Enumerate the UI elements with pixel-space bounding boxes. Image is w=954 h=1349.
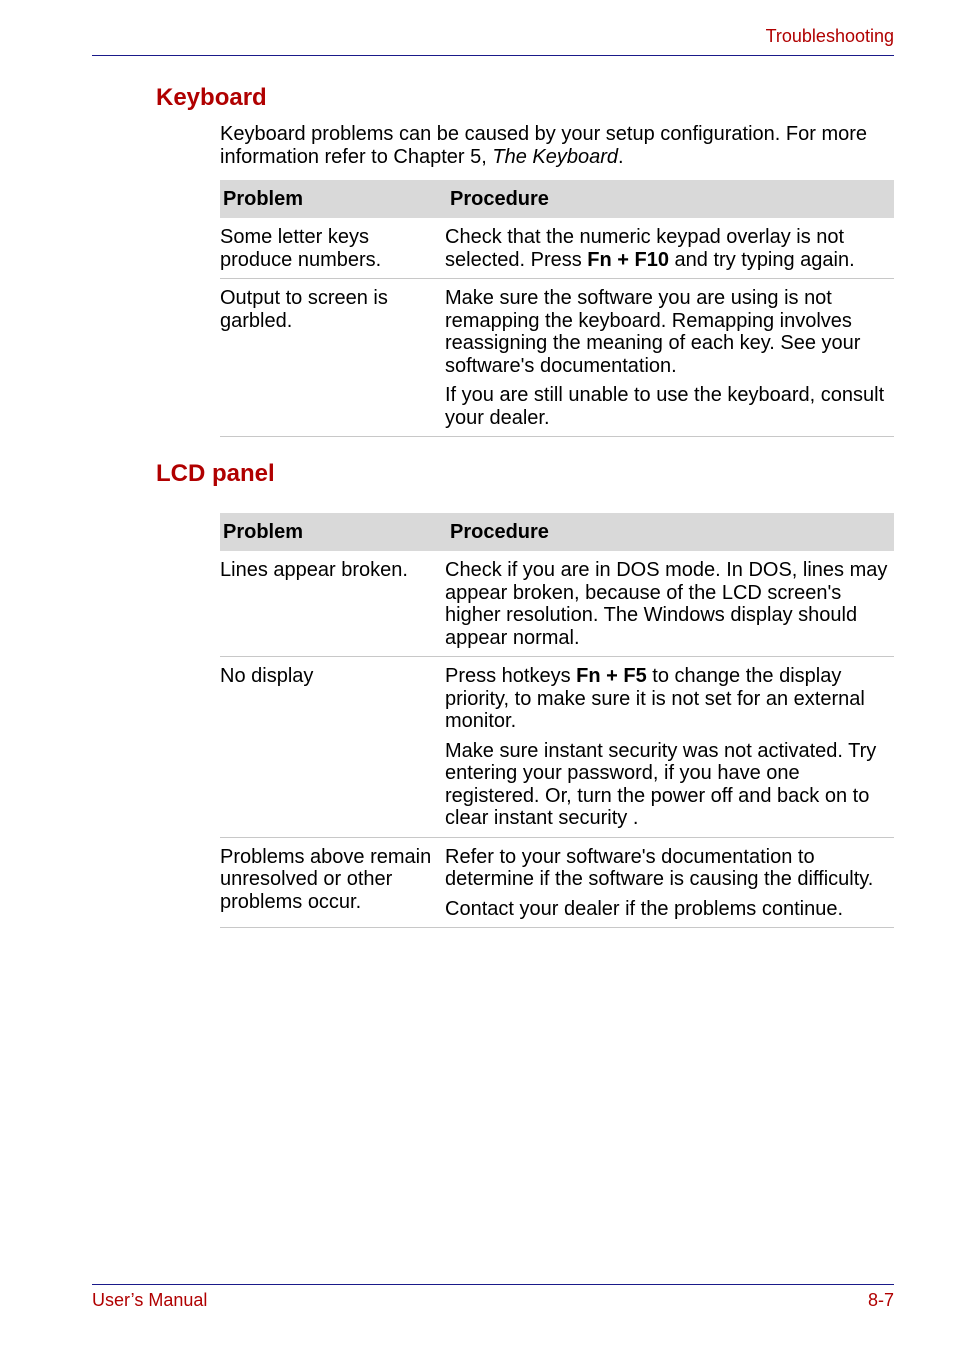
procedure-cell: Refer to your software's documentation to determine if the software is causing the difficulty. Contact your dealer if the problems continue. (445, 837, 894, 928)
column-header-problem: Problem (220, 513, 445, 551)
header-rule (92, 55, 894, 56)
column-header-procedure: Procedure (445, 513, 894, 551)
problem-cell: Lines appear broken. (220, 551, 445, 657)
problem-cell: Some letter keys produce numbers. (220, 218, 445, 279)
keyboard-table (220, 180, 894, 437)
hotkey: Fn + F10 (587, 248, 669, 271)
problem-cell: Output to screen is garbled. (220, 279, 445, 437)
procedure-cell: Make sure the software you are using is not remapping the keyboard. Remapping involves reassigning the meaning of each key. See your software's documentation. If you are still unable to use the keyboard, consult your dealer. (445, 279, 894, 437)
column-header-problem: Problem (220, 180, 445, 218)
table-row (220, 279, 894, 437)
page-number: 8-7 (867, 1290, 894, 1310)
procedure-cell: Check that the numeric keypad overlay is not selected. Press Fn + F10 and try typing again. (445, 218, 894, 279)
keyboard-intro: Keyboard problems can be caused by your setup configuration. For more information refer to Chapter 5, The Keyboard. (220, 123, 868, 168)
problem-cell: No display (220, 657, 445, 838)
hotkey: Fn + F5 (576, 665, 647, 687)
lcd-panel-heading: LCD panel (156, 460, 275, 487)
problem-cell: Problems above remain unresolved or other problems occur. (220, 837, 445, 928)
lcd-panel-table (220, 513, 894, 928)
running-header: Troubleshooting (765, 26, 894, 46)
procedure-cell: Check if you are in DOS mode. In DOS, lines may appear broken, because of the LCD screen's higher resolution. The Windows display should appear normal. (445, 551, 894, 657)
table-row (220, 551, 894, 657)
table-row (220, 837, 894, 928)
chapter-reference: The Keyboard (492, 146, 618, 168)
table-header-row (220, 180, 894, 218)
keyboard-heading: Keyboard (156, 84, 267, 111)
column-header-procedure: Procedure (445, 180, 894, 218)
table-row (220, 657, 894, 838)
footer-rule (92, 1284, 894, 1285)
table-row (220, 218, 894, 279)
table-header-row (220, 513, 894, 551)
procedure-cell: Press hotkeys Fn + F5 to change the display priority, to make sure it is not set for an external monitor. Make sure instant security was not activated. Try entering your password, if you have one registered. Or, turn the power off and back on to clear instant security . (445, 657, 894, 838)
footer-manual-title: User’s Manual (92, 1290, 208, 1310)
